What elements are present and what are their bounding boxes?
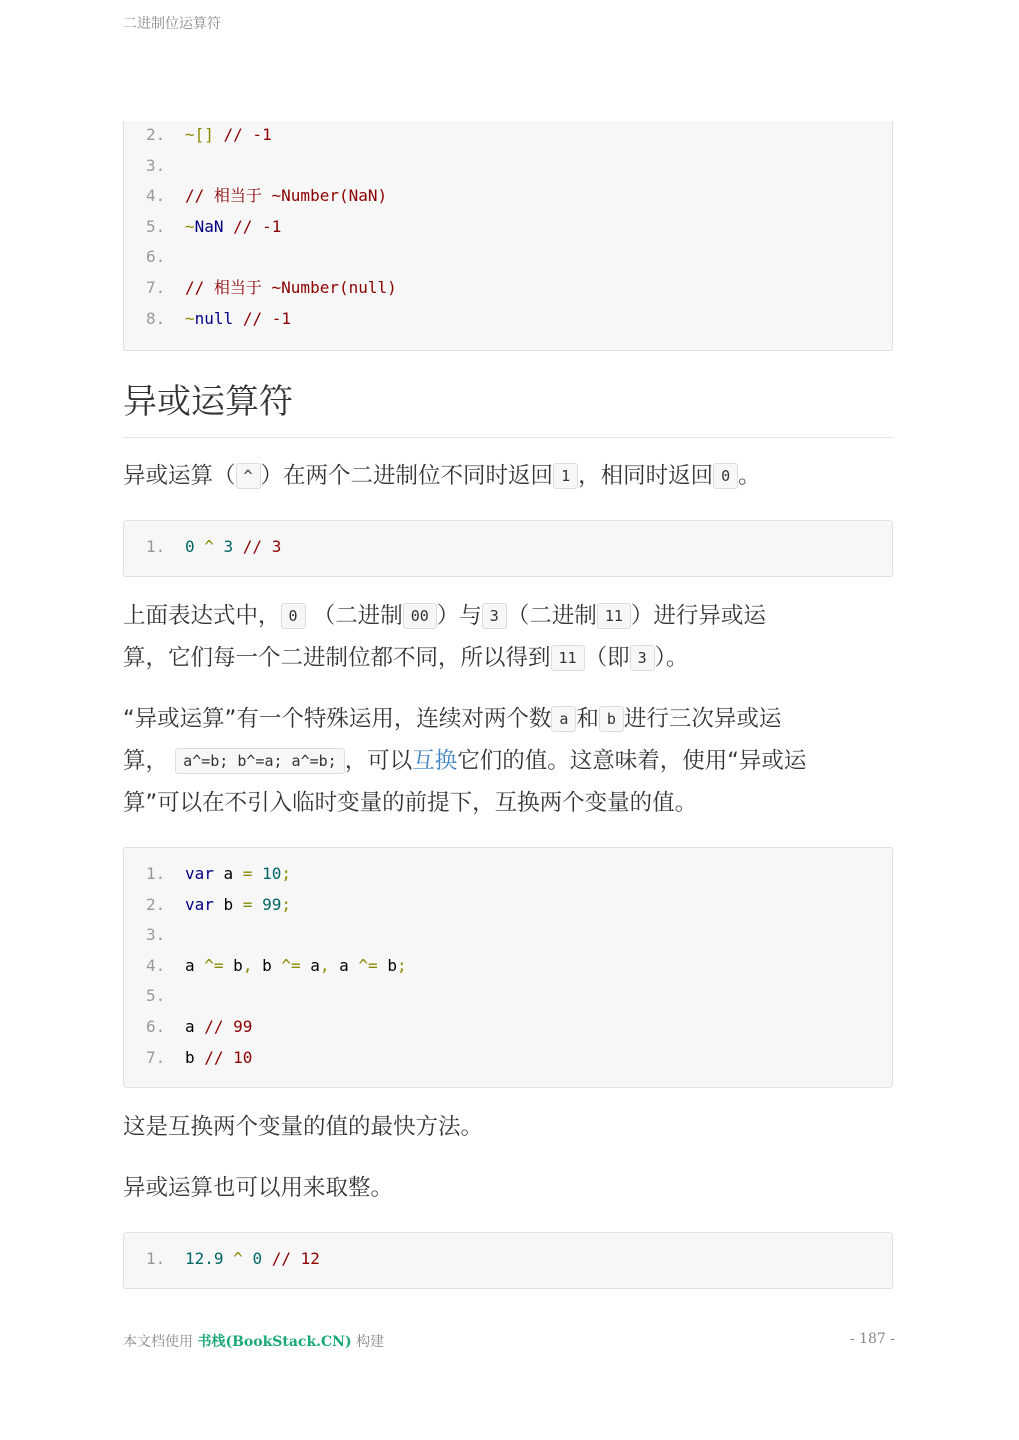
- inline-code: 11: [597, 603, 631, 629]
- line-number: 2.: [146, 125, 166, 144]
- code-text: var a = 10;: [185, 864, 291, 883]
- inline-code: 1: [553, 463, 578, 489]
- code-block-bitwise-not: [123, 121, 893, 351]
- code-text: 0 ^ 3 // 3: [185, 537, 282, 556]
- inline-code: a^=b; b^=a; a^=b;: [175, 748, 345, 774]
- code-text: var b = 99;: [185, 894, 291, 914]
- code-block-xor-example: [123, 520, 893, 577]
- line-number: 6.: [146, 1017, 166, 1036]
- code-text: // 相当于 ~Number(null): [185, 278, 397, 297]
- line-number: 7.: [146, 1047, 166, 1067]
- code-block-truncate-example: [123, 1232, 893, 1289]
- inline-code: a: [551, 706, 576, 732]
- inline-code: 3: [482, 603, 507, 629]
- inline-code: 0: [281, 603, 306, 629]
- inline-code: 11: [551, 645, 585, 671]
- footer-credit: 本文档使用 书栈(BookStack.CN) 构建: [123, 1334, 385, 1350]
- inline-code: 3: [630, 645, 655, 671]
- inline-code: ^: [236, 463, 261, 489]
- line-number: 3.: [146, 925, 166, 945]
- line-number: 1.: [146, 537, 166, 556]
- line-number: 2.: [146, 894, 166, 914]
- inline-code: b: [599, 706, 624, 732]
- code-text: 12.9 ^ 0 // 12: [185, 1249, 320, 1268]
- code-block-swap-example: [123, 847, 893, 1088]
- inline-code: 00: [403, 603, 437, 629]
- line-number: 5.: [146, 986, 166, 1006]
- paragraph-xor-explain: 上面表达式中， 0 （二进制 00 ）与 3 （二进制 11 ）进行异或运 算，它们每一个二进制位都不同，所以得到 11 （即 3 ）。: [123, 603, 766, 671]
- paragraph-xor-intro: 异或运算（ ^ ）在两个二进制位不同时返回 1 ，相同时返回 0 。: [123, 463, 761, 489]
- section-heading-xor: 异或运算符: [123, 378, 894, 438]
- paragraph-fastest-swap: 这是互换两个变量的值的最快方法。: [123, 1114, 484, 1140]
- paragraph-xor-truncate: 异或运算也可以用来取整。: [123, 1175, 394, 1201]
- line-number: 1.: [146, 864, 166, 883]
- line-number: 4.: [146, 955, 166, 975]
- paragraph-xor-swap: “异或运算”有一个特殊运用，连续对两个数 a 和 b 进行三次异或运 算， a^=b; b^=a; a^=b; ，可以互换它们的值。这意味着，使用“异或运 算”可以在不引入临时变量的前提下，互换两个变量的值。: [123, 706, 807, 816]
- line-number: 7.: [146, 278, 166, 297]
- code-text: a // 99: [185, 1017, 253, 1036]
- code-text: a ^= b, b ^= a, a ^= b;: [185, 955, 407, 975]
- code-text: ~NaN // -1: [185, 216, 282, 236]
- swap-link[interactable]: 互换: [412, 748, 458, 774]
- bookstack-link[interactable]: 书栈(BookStack.CN): [197, 1334, 352, 1350]
- line-number: 4.: [146, 186, 166, 206]
- line-number: 8.: [146, 308, 166, 328]
- code-text: b // 10: [185, 1047, 253, 1067]
- code-text: ~[] // -1: [185, 125, 272, 144]
- line-number: 3.: [146, 155, 166, 175]
- page-number: - 187 -: [849, 1331, 895, 1347]
- line-number: 1.: [146, 1249, 166, 1268]
- line-number: 5.: [146, 216, 166, 236]
- line-number: 6.: [146, 247, 166, 267]
- code-text: // 相当于 ~Number(NaN): [185, 186, 388, 206]
- code-text: ~null // -1: [185, 308, 291, 328]
- running-header: 二进制位运算符: [123, 16, 221, 32]
- inline-code: 0: [713, 463, 738, 489]
